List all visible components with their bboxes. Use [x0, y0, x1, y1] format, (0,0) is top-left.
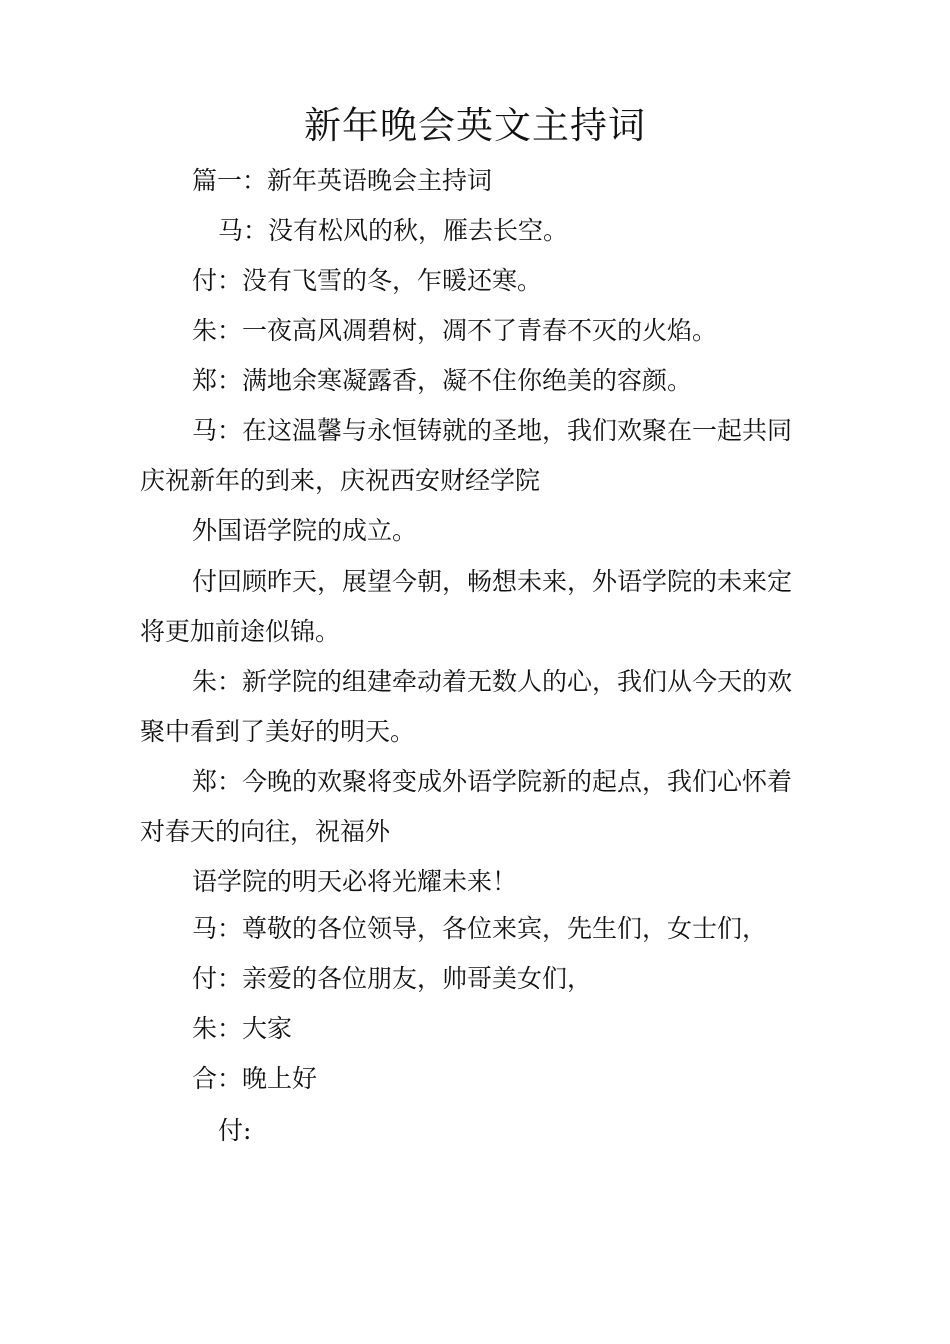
text-line: 朱：一夜高风凋碧树，凋不了青春不灭的火焰。 — [192, 316, 718, 345]
text-line: 付：亲爱的各位朋友，帅哥美女们， — [192, 964, 593, 993]
text-line: 外国语学院的成立。 — [192, 516, 418, 545]
text-line: 朱：新学院的组建牵动着无数人的心，我们从今天的欢 — [192, 667, 793, 696]
text-line: 付: — [218, 1116, 252, 1145]
text-line: 郑：今晚的欢聚将变成外语学院新的起点，我们心怀着 — [192, 767, 793, 796]
text-line: 朱：大家 — [192, 1014, 293, 1043]
text-line: 付：没有飞雪的冬，乍暖还寒。 — [192, 266, 543, 295]
text-line: 付回顾昨天，展望今朝，畅想未来，外语学院的未来定 — [192, 567, 793, 596]
text-line: 聚中看到了美好的明天。 — [140, 717, 416, 746]
text-line: 合：晚上好 — [192, 1064, 318, 1093]
text-line: 马：没有松风的秋，雁去长空。 — [218, 216, 569, 245]
text-line: 篇一：新年英语晚会主持词 — [192, 166, 493, 195]
text-line: 郑：满地余寒凝露香，凝不住你绝美的容颜。 — [192, 366, 693, 395]
text-line: 语学院的明天必将光耀未来！ — [192, 867, 518, 896]
page-title: 新年晚会英文主持词 — [304, 104, 646, 147]
text-line: 马：尊敬的各位领导，各位来宾，先生们，女士们， — [192, 914, 768, 943]
text-line: 对春天的向往，祝福外 — [140, 817, 391, 846]
text-line: 马：在这温馨与永恒铸就的圣地，我们欢聚在一起共同 — [192, 416, 793, 445]
text-line: 将更加前途似锦。 — [140, 617, 341, 646]
text-line: 庆祝新年的到来，庆祝西安财经学院 — [140, 466, 541, 495]
